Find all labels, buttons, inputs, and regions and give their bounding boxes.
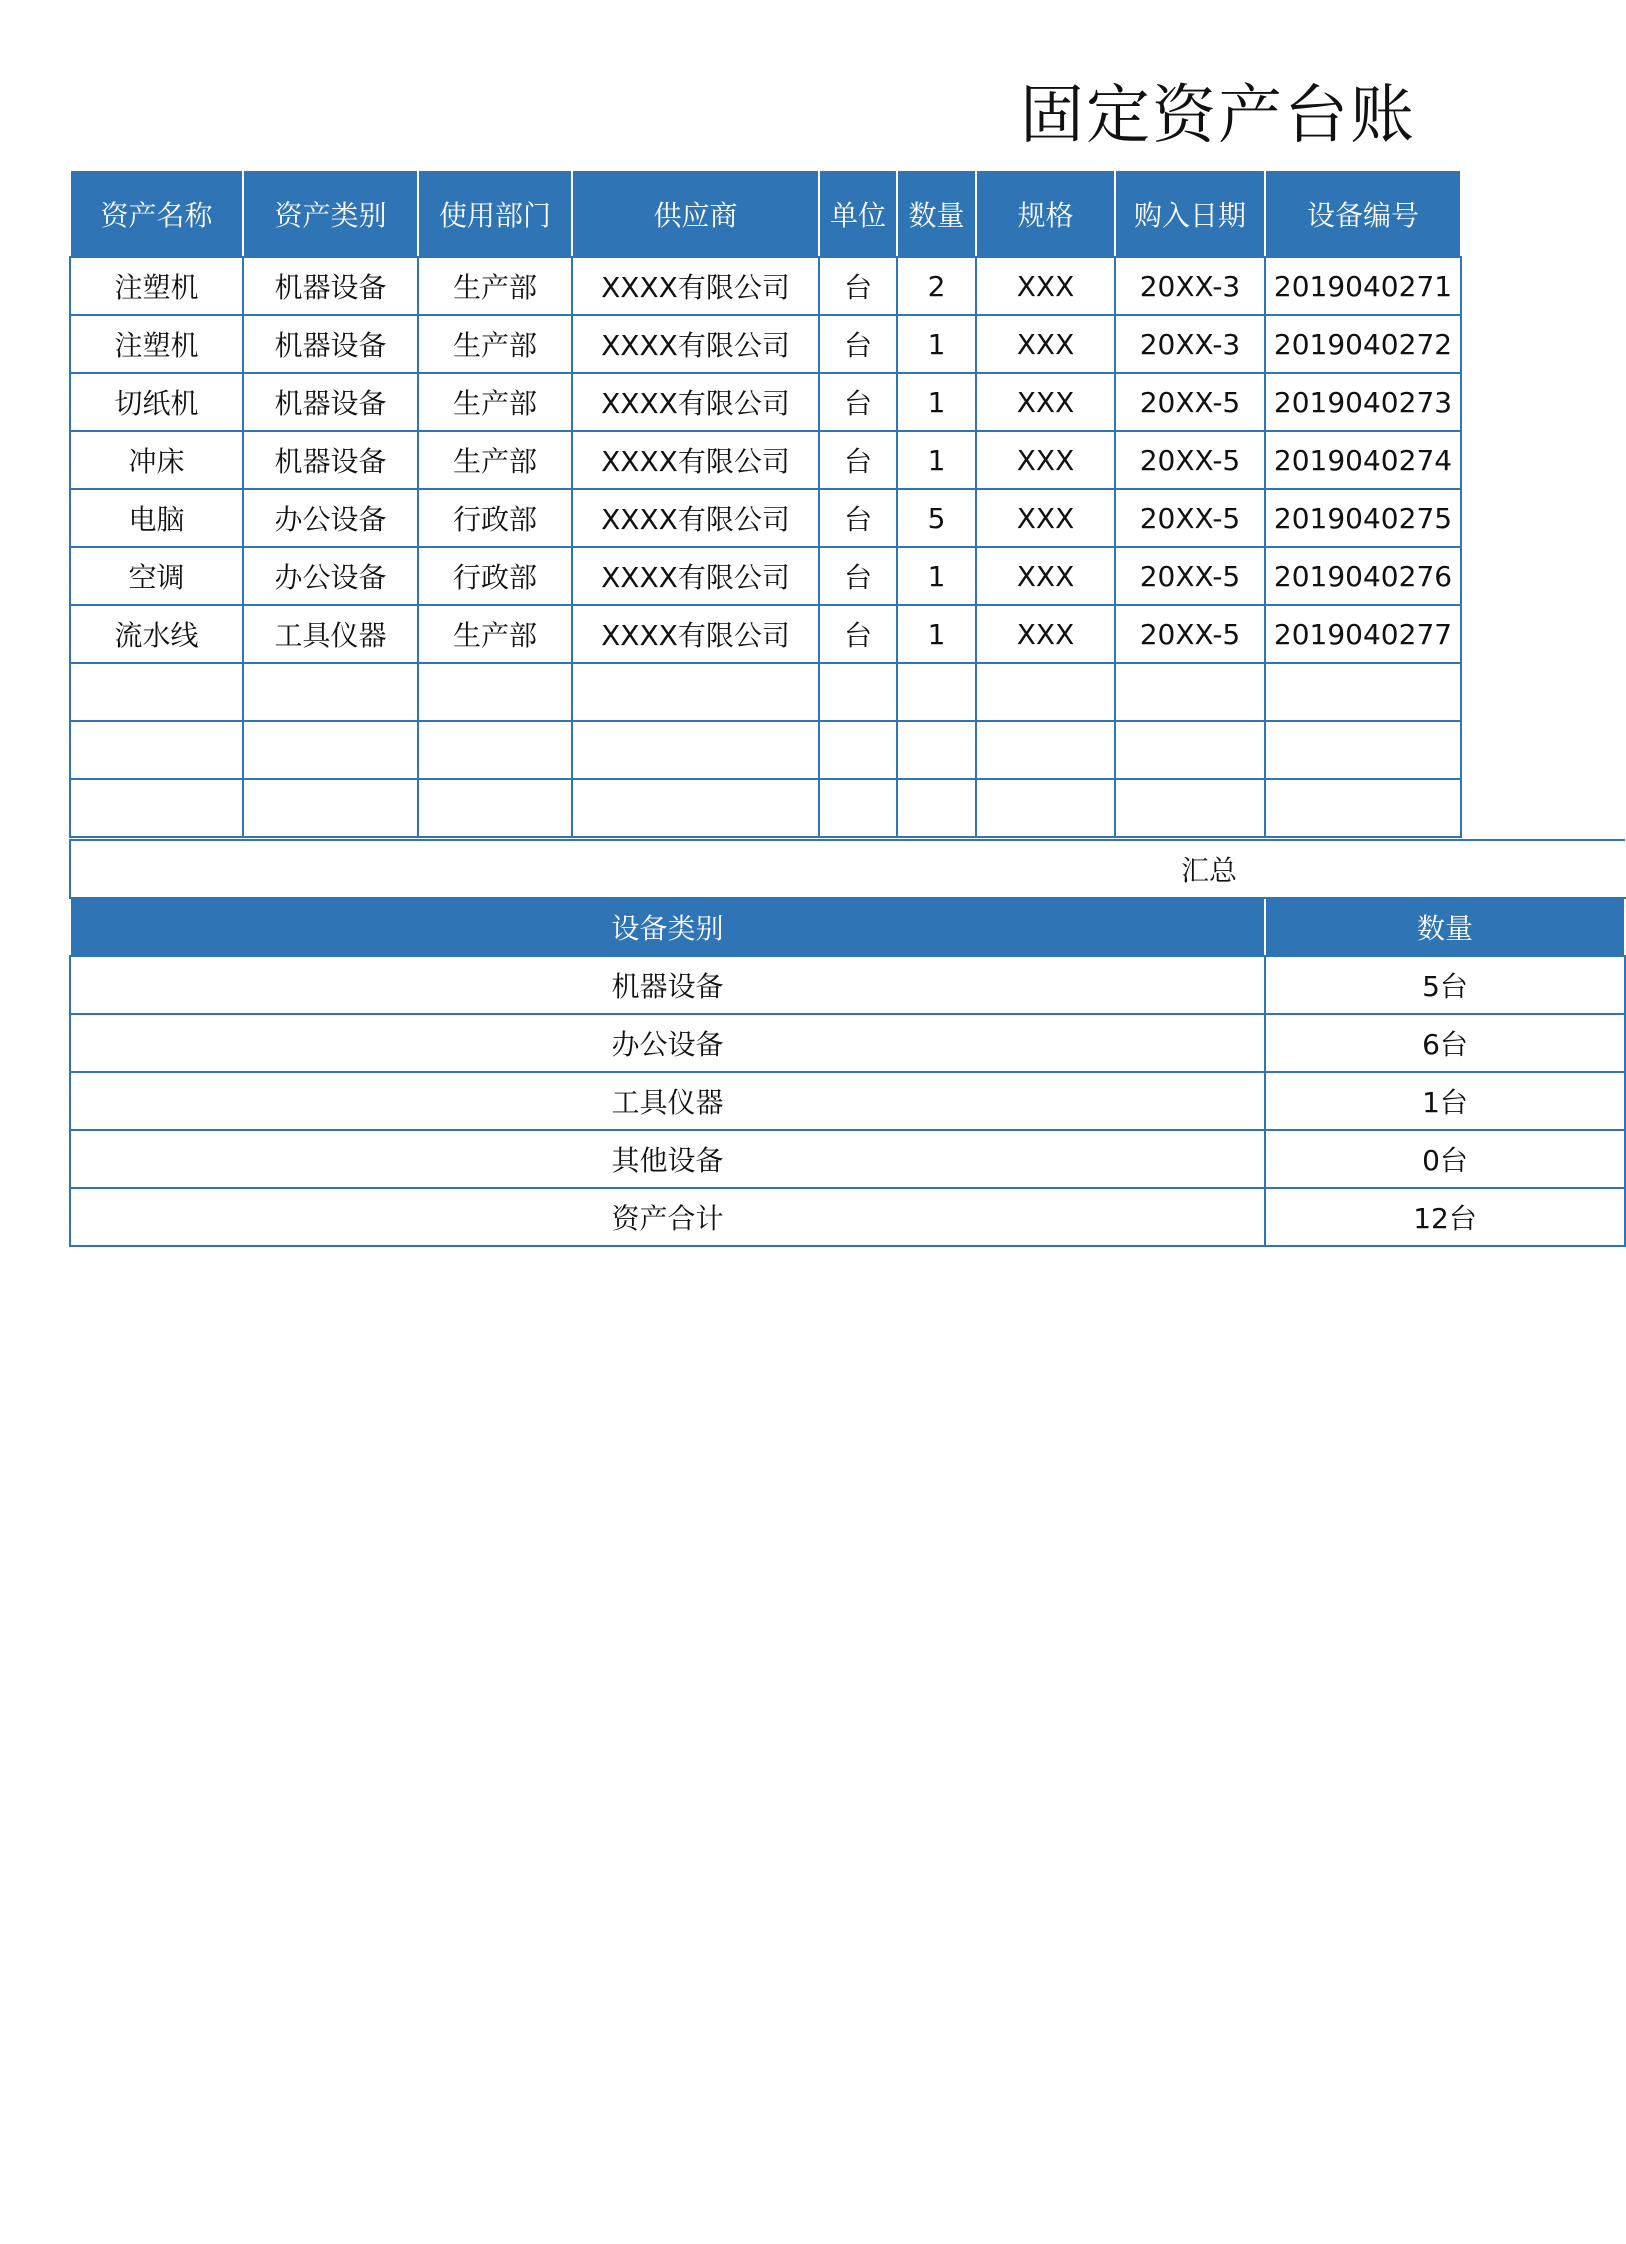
table-row [70, 779, 1461, 837]
table-cell[interactable] [243, 663, 418, 721]
column-header: 规格 [976, 170, 1115, 257]
column-header: 单位 [819, 170, 897, 257]
table-cell[interactable]: 台 [819, 605, 897, 663]
table-row [70, 373, 1461, 431]
page-title: 固定资产台账 [1020, 79, 1416, 153]
table-cell[interactable]: XXX [976, 547, 1115, 605]
table-cell[interactable] [976, 721, 1115, 779]
summary-row [70, 1014, 1625, 1072]
table-cell[interactable]: 20XX-3 [1115, 257, 1265, 315]
table-cell[interactable]: 行政部 [418, 547, 572, 605]
table-cell[interactable]: 生产部 [418, 605, 572, 663]
table-cell[interactable] [70, 663, 243, 721]
table-cell[interactable]: 5 [897, 489, 976, 547]
summary-row [70, 1072, 1625, 1130]
table-cell[interactable]: 1 [897, 431, 976, 489]
table-cell[interactable] [70, 721, 243, 779]
table-cell[interactable]: 台 [819, 257, 897, 315]
column-header: 供应商 [572, 170, 819, 257]
table-cell[interactable]: 1 [897, 547, 976, 605]
table-cell[interactable]: 生产部 [418, 373, 572, 431]
table-cell[interactable]: 台 [819, 547, 897, 605]
table-cell[interactable]: 注塑机 [70, 257, 243, 315]
table-cell[interactable]: 注塑机 [70, 315, 243, 373]
table-header-row [70, 170, 1461, 257]
summary-category[interactable]: 机器设备 [70, 956, 1265, 1014]
table-cell[interactable] [243, 721, 418, 779]
summary-quantity[interactable]: 12台 [1265, 1188, 1625, 1246]
table-cell[interactable]: 办公设备 [243, 547, 418, 605]
table-cell[interactable] [819, 721, 897, 779]
column-header: 设备编号 [1265, 170, 1461, 257]
summary-row [70, 956, 1625, 1014]
summary-category[interactable]: 办公设备 [70, 1014, 1265, 1072]
table-cell[interactable]: 机器设备 [243, 315, 418, 373]
table-cell[interactable] [572, 779, 819, 837]
table-cell[interactable]: 2019040276 [1265, 547, 1461, 605]
table-cell[interactable]: 2019040277 [1265, 605, 1461, 663]
summary-header-quantity: 数量 [1265, 898, 1625, 956]
table-cell[interactable] [897, 721, 976, 779]
summary-header-category: 设备类别 [70, 898, 1265, 956]
table-cell[interactable] [976, 779, 1115, 837]
table-cell[interactable]: 机器设备 [243, 257, 418, 315]
table-cell[interactable]: XXX [976, 373, 1115, 431]
table-cell[interactable]: XXX [976, 489, 1115, 547]
table-cell[interactable]: XXX [976, 605, 1115, 663]
table-cell[interactable] [897, 779, 976, 837]
table-cell[interactable]: 台 [819, 315, 897, 373]
table-cell[interactable]: XXX [976, 315, 1115, 373]
table-cell[interactable]: 空调 [70, 547, 243, 605]
table-cell[interactable]: XXXX有限公司 [572, 315, 819, 373]
column-header: 购入日期 [1115, 170, 1265, 257]
table-cell[interactable]: 2019040275 [1265, 489, 1461, 547]
summary-quantity[interactable]: 6台 [1265, 1014, 1625, 1072]
summary-row [70, 1130, 1625, 1188]
table-cell[interactable]: XXXX有限公司 [572, 373, 819, 431]
table-row [70, 605, 1461, 663]
table-cell[interactable]: 机器设备 [243, 373, 418, 431]
summary-label-row [70, 840, 1625, 898]
table-cell[interactable]: XXXX有限公司 [572, 547, 819, 605]
table-cell[interactable]: 工具仪器 [243, 605, 418, 663]
table-cell[interactable]: 1 [897, 373, 976, 431]
table-cell[interactable]: 20XX-5 [1115, 431, 1265, 489]
table-cell[interactable]: 2 [897, 257, 976, 315]
table-cell[interactable]: XXXX有限公司 [572, 257, 819, 315]
table-cell[interactable] [1115, 721, 1265, 779]
table-row [70, 547, 1461, 605]
table-cell[interactable]: 台 [819, 373, 897, 431]
table-cell[interactable]: 20XX-5 [1115, 547, 1265, 605]
table-cell[interactable] [976, 663, 1115, 721]
table-row [70, 721, 1461, 779]
summary-quantity[interactable]: 0台 [1265, 1130, 1625, 1188]
summary-quantity[interactable]: 5台 [1265, 956, 1625, 1014]
table-cell[interactable] [418, 663, 572, 721]
column-header: 资产名称 [70, 170, 243, 257]
table-cell[interactable] [243, 779, 418, 837]
table-cell[interactable]: 台 [819, 489, 897, 547]
table-cell[interactable] [572, 721, 819, 779]
table-cell[interactable] [70, 779, 243, 837]
table-cell[interactable]: XXXX有限公司 [572, 431, 819, 489]
summary-category[interactable]: 工具仪器 [70, 1072, 1265, 1130]
table-cell[interactable]: 生产部 [418, 315, 572, 373]
table-cell[interactable] [418, 721, 572, 779]
table-cell[interactable]: XXX [976, 257, 1115, 315]
table-cell[interactable]: 20XX-5 [1115, 605, 1265, 663]
summary-row [70, 1188, 1625, 1246]
table-cell[interactable] [1265, 721, 1461, 779]
table-row [70, 257, 1461, 315]
table-cell[interactable]: 冲床 [70, 431, 243, 489]
summary-header-row [70, 898, 1625, 956]
column-header: 使用部门 [418, 170, 572, 257]
table-cell[interactable]: 20XX-3 [1115, 315, 1265, 373]
table-cell[interactable]: 1 [897, 315, 976, 373]
table-cell[interactable]: 1 [897, 605, 976, 663]
table-cell[interactable] [1115, 663, 1265, 721]
asset-table [69, 169, 1462, 838]
column-header: 数量 [897, 170, 976, 257]
ledger-sheet [69, 169, 1477, 1250]
table-cell[interactable] [819, 779, 897, 837]
table-cell[interactable]: 生产部 [418, 257, 572, 315]
table-cell[interactable] [572, 663, 819, 721]
table-cell[interactable]: 电脑 [70, 489, 243, 547]
table-cell[interactable]: 行政部 [418, 489, 572, 547]
table-row [70, 663, 1461, 721]
table-cell[interactable] [1115, 779, 1265, 837]
table-cell[interactable]: XXXX有限公司 [572, 489, 819, 547]
table-cell[interactable]: 2019040273 [1265, 373, 1461, 431]
summary-table [69, 839, 1626, 1247]
table-row [70, 431, 1461, 489]
table-row [70, 315, 1461, 373]
table-cell[interactable]: 机器设备 [243, 431, 418, 489]
summary-quantity[interactable]: 1台 [1265, 1072, 1625, 1130]
table-cell[interactable] [418, 779, 572, 837]
table-cell[interactable]: XXX [976, 431, 1115, 489]
summary-category[interactable]: 其他设备 [70, 1130, 1265, 1188]
table-cell[interactable]: 流水线 [70, 605, 243, 663]
table-cell[interactable]: 2019040272 [1265, 315, 1461, 373]
summary-category[interactable]: 资产合计 [70, 1188, 1265, 1246]
column-header: 资产类别 [243, 170, 418, 257]
summary-label: 汇总 [70, 840, 1625, 898]
table-cell[interactable]: 20XX-5 [1115, 373, 1265, 431]
table-cell[interactable]: XXXX有限公司 [572, 605, 819, 663]
table-cell[interactable]: 切纸机 [70, 373, 243, 431]
table-row [70, 489, 1461, 547]
table-cell[interactable] [897, 663, 976, 721]
table-cell[interactable] [819, 663, 897, 721]
table-cell[interactable]: 办公设备 [243, 489, 418, 547]
table-cell[interactable]: 生产部 [418, 431, 572, 489]
table-cell[interactable] [1265, 663, 1461, 721]
table-cell[interactable] [1265, 779, 1461, 837]
table-cell[interactable]: 台 [819, 431, 897, 489]
table-cell[interactable]: 2019040271 [1265, 257, 1461, 315]
table-cell[interactable]: 2019040274 [1265, 431, 1461, 489]
table-cell[interactable]: 20XX-5 [1115, 489, 1265, 547]
